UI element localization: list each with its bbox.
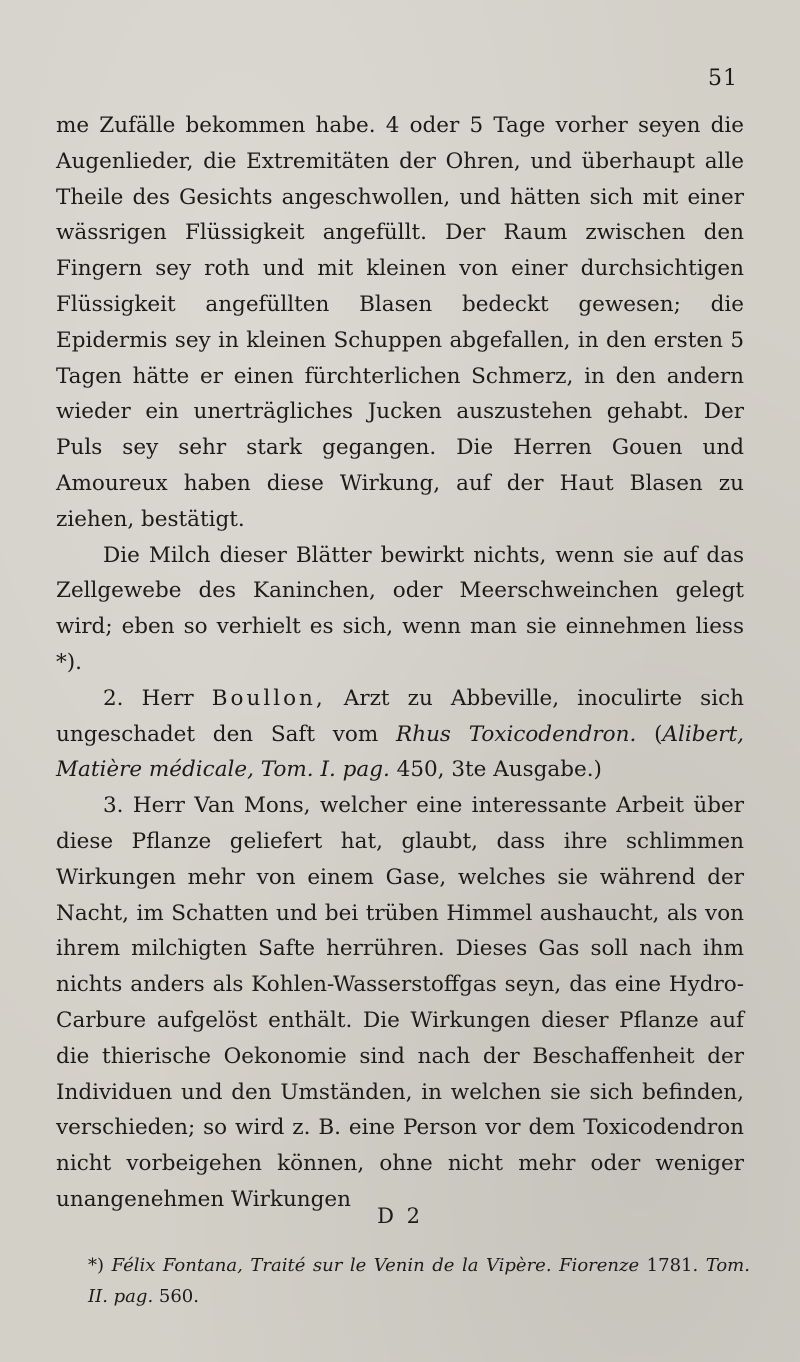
paren-open: ( bbox=[654, 721, 663, 747]
page-number: 51 bbox=[708, 66, 738, 91]
paragraph-2: Die Milch dieser Blätter bewirkt nichts, wenn sie auf das Zellgewebe des Kaninchen, oder Meerschweinchen gelegt wird; eben so verhielt es sich, wenn man sie einnehmen liess *). bbox=[56, 542, 744, 675]
plant-name: Rhus Toxicodendron. bbox=[396, 721, 637, 747]
footnote-page: 560. bbox=[158, 1286, 199, 1307]
footnote-volume: Tom. II. pag. bbox=[88, 1255, 750, 1307]
paragraph-3 bbox=[56, 681, 744, 788]
footnote bbox=[88, 1250, 750, 1312]
footnote-citation: Félix Fontana, Traité sur le Venin de la Vipère. Fiorenze bbox=[111, 1255, 640, 1276]
body-text bbox=[56, 108, 744, 1218]
footnote-year: 1781. bbox=[646, 1255, 699, 1276]
paragraph-3-text: Arzt zu Abbeville, inoculirte sich ungeschadet den Saft vom bbox=[56, 685, 744, 747]
person-name-boullon: Boullon, bbox=[211, 685, 326, 711]
paragraph-1: me Zufälle bekommen habe. 4 oder 5 Tage vorher seyen die Augenlieder, die Extremitäten der Ohren, und überhaupt alle Theile des Gesichts angeschwollen, und hätten sich mit einer wässrigen Flüssigkeit angefüllt. Der Raum zwischen den Fingern sey roth und mit kleinen von einer durchsichtigen Flüssigkeit angefüllten Blasen bedeckt gewesen; die Epidermis sey in kleinen Schuppen abgefallen, in den ersten 5 Tagen hätte er einen fürchterlichen Schmerz, in den andern wieder ein unerträgliches Jucken auszustehen gehabt. Der Puls sey sehr stark gegangen. Die Herren Gouen und Amoureux haben diese Wirkung, auf der Haut Blasen zu ziehen, bestätigt. bbox=[56, 113, 744, 532]
signature-mark: D 2 bbox=[377, 1204, 423, 1228]
alibert-reference: Alibert, Matière médicale, Tom. I. pag. bbox=[56, 721, 744, 783]
paragraph-4: 3. Herr Van Mons, welcher eine interessante Arbeit über diese Pflanze geliefert hat, glaubt, dass ihre schlimmen Wirkungen mehr von einem Gase, welches sie während der Nacht, im Schatten und bei trüben Himmel aushaucht, als von ihrem milchigten Safte herrühren. Dieses Gas soll nach ihm nichts anders als Kohlen-Wasserstoffgas seyn, das eine Hydro-Carbure aufgelöst enthält. Die Wirkungen dieser Pflanze auf die thierische Oekonomie sind nach der Beschaffenheit der Individuen und den Umständen, in welchen sie sich befinden, verschieden; so wird z. B. eine Person vor dem Toxicodendron nicht vorbeigehen können, ohne nicht mehr oder weniger unangenehmen Wirkungen bbox=[56, 793, 744, 1212]
paragraph-3-tail: 450, 3te Ausgabe.) bbox=[396, 757, 602, 783]
paragraph-3-number: 2. Herr bbox=[103, 685, 194, 711]
footnote-marker: *) bbox=[88, 1255, 105, 1276]
